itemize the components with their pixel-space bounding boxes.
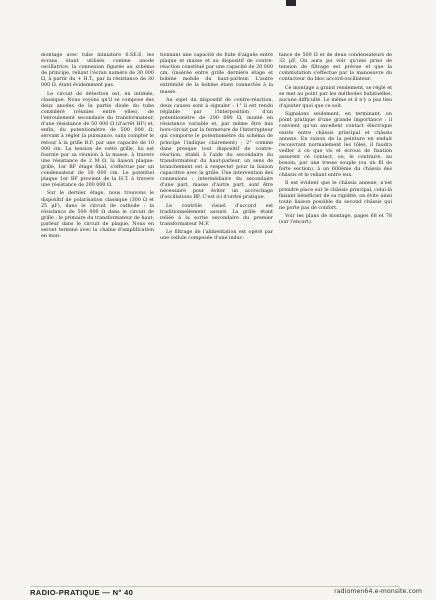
paragraph: Voir les plans de montage, pages 68 et 78 (sur l'encart).	[279, 213, 392, 226]
article-body	[41, 52, 391, 532]
publication-issue: RADIO-PRATIQUE — N° 40	[30, 588, 134, 597]
text-column-2	[160, 52, 273, 532]
paragraph: Ce montage a grand rendement, se réglé et se met au point par les méthodes habituelles, aucune difficulté. Le même et il n'y a pas lieu d'ajouter quoi que ce soit.	[279, 84, 392, 109]
paragraph: montage avec tube miniature 6.SE.6, les écrans étant utilisés comme anode oscillatrice, la connexion figurée au schéma de principe, reliant l'écran numéro de 30 000 Ω, à partir du + H.T., par la résistance de 30 000 Ω, étant évidemment pas.	[41, 52, 154, 89]
page-corner-mark	[286, 0, 296, 6]
paragraph: Le circuit de détection est, en intimée, classique. Nous voyons qu'il se compose des deux anodes de la partie diode du tube considéré (réunies entre elles), de l'enroulement secondaire du transformateur, d'une résistance de 50 000 Ω (d'arrêt HF) et, enfin, du potentiomètre de 500 000 Ω, servant à régler la puissance, sans compter le retour à la grille B.F. par une capacité de 10 000 cm. La tension de cette grille, lui est fournie par sa réunion à la masse, à travers une résistance de 2 M Ω, la liaison plaque-grille, 1er BF étage final, s'effectue par un condensateur de 10 000 cm. Le potentiel plaque 1er BF provient de la H.T. à travers une résistance de 200 000 Ω.	[41, 90, 154, 189]
website-watermark: radiomen64.e-monsite.com	[334, 588, 422, 595]
text-column-1	[41, 52, 154, 532]
paragraph: Le filtrage de l'alimentation est opéré par une cellule composée d'une induc-	[160, 229, 273, 242]
text-column-3	[279, 52, 392, 532]
paragraph: Sur le dernier étage, nous trouvons le dispositif de polarisation classique (300 Ω et 25 μF), dans le circuit de cathode : la résistance de 500 000 Ω dans le circuit de grille ; le primaire du transformateur de haut-parleur dans le circuit de plaque. Nous en seront terminé avec la chaîne d'amplification en mon-	[41, 190, 154, 240]
paragraph: tance de 500 Ω et de deux condensateurs de 32 μF. On aura pu voir qu'une prise de tension de filtrage est prévue et que la commutation s'effectue par la manoeuvre du contacteur du bloc accord-oscillateur.	[279, 52, 392, 83]
footer-divider	[30, 586, 400, 587]
paragraph: Il est évident que le châssis annexe, n'est prendre place sur le châssis principal, celui-là faisant bénéficier de sa rigidité, on évite ainsi toute liaison possible du second châssis qui ne porte pas de confort.	[279, 180, 392, 211]
paragraph: Le contrôle visuel d'accord est traditionnellement assuré. La grille étant reliée à la sortie secondaire du premier transformateur M.F.	[160, 202, 273, 227]
paragraph: tionnant une capacité de fuite d'aiguës entre plaque et masse et au dispositif de contre-réaction constitué par une capacité de 20 000 cm, (insérée entre grille dernière étage et bobine mobile du haut-parleur. L'autre extrémité de la bobine étant connectée à la masse.	[160, 52, 273, 95]
paragraph: Au sujet du dispositif de contre-réaction, deux causes sont à signaler : 1° il est rendu réglable par l'interposition d'un potentiomètre de 200 000 Ω, monté en résistance variable et, par même être mis hors-circuit par la fermeture de l'interrupteur qui comporte le potentiomètre du schéma de principe l'indique clairement) ; 2° comme dans presque tout dispositif de contre-réaction, établi à l'aide du secondaire du transformateur du haut-parleur, un sens de branchement est à respecter pour la liaison capacitive avec la grille. Une intervention des connexions : intermédiaire du secondaire d'une part, masse d'autre part, sont être nécessaire pour éviter un accrochage d'oscillations BF. C'est ici d'ordre pratique.	[160, 96, 273, 201]
paragraph: Signalons seulement, en terminant, un point pratique d'une grande importance : il convient qu'un excellent contact électrique existe entre châssis principal et châssis annexe. En raison de la peinture en enduit recouvrant normalement les tôles, il faudra veiller à ce que vis et écrous de fixation assurent ce contact, ou, le contraire, au besoin, par une tresse souple (ou un fil de forte section), à un 600ème du châssis des châssis et le reliant entre eux.	[279, 111, 392, 179]
page-footer	[30, 588, 430, 600]
